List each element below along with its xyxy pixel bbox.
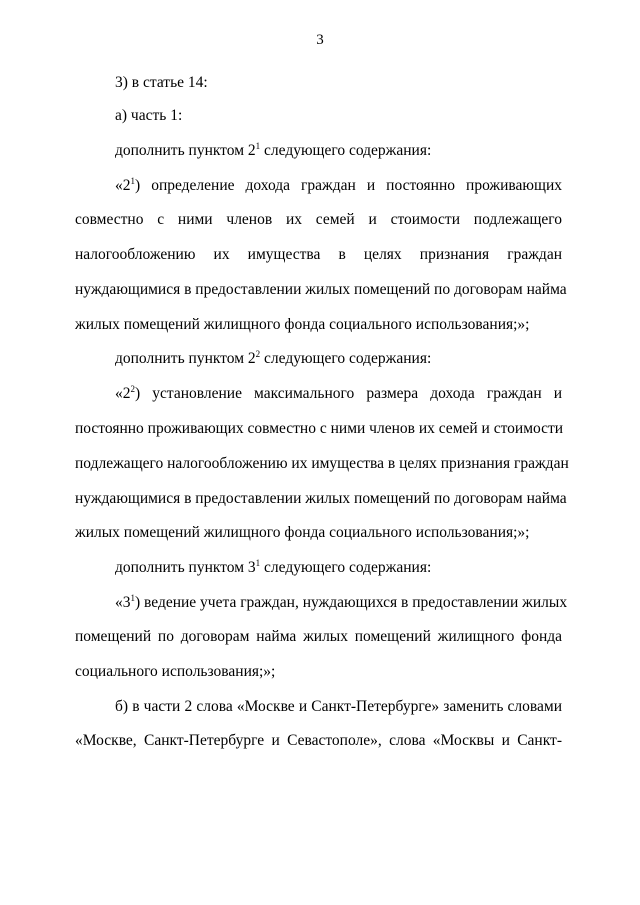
point-2-1-text-line: совместно с ними членов их семей и стоимости подлежащего (75, 211, 562, 228)
point-3-1-text-line: социального использования;»; (75, 663, 276, 680)
add-point-2-2-line: дополнить пунктом $2^2$ следующего содержания: (115, 349, 432, 367)
page-number: 3 (316, 32, 324, 48)
point-2-1-text-line: «$2^1$) определение дохода граждан и постоянно проживающих (115, 176, 562, 194)
point-3-1-text-line: помещений по договорам найма жилых помещений жилищного фонда (75, 628, 562, 645)
point-2-2-text-line: нуждающимися в предоставлении жилых помещений по договорам найма (75, 490, 567, 507)
point-2-1-text-line: нуждающимися в предоставлении жилых помещений по договорам найма (75, 281, 567, 298)
item-part-2-line: б) в части 2 слова «Москве и Санкт-Петербурге» заменить словами (115, 698, 562, 715)
add-point-2-1-line: дополнить пунктом $2^1$ следующего содержания: (115, 141, 432, 159)
point-3-1-text-line: «$3^1$) ведение учета граждан, нуждающихся в предоставлении жилых (115, 593, 568, 611)
point-2-2-text-line: подлежащего налогообложению их имущества в целях признания граждан (75, 455, 569, 472)
item-part-2-line: «Москве, Санкт-Петербурге и Севастополе», слова «Москвы и Санкт- (75, 732, 562, 749)
point-2-1-text-line: налогообложению их имущества в целях признания граждан (75, 246, 562, 263)
item-part-1: а) часть 1: (115, 107, 183, 124)
point-2-2-text-line: постоянно проживающих совместно с ними членов их семей и стоимости (75, 420, 564, 437)
item-article-14: 3) в статье 14: (115, 74, 208, 91)
point-2-1-text-line: жилых помещений жилищного фонда социального использования;»; (75, 316, 530, 333)
add-point-3-1-line: дополнить пунктом $3^1$ следующего содержания: (115, 558, 432, 576)
point-2-2-text-line: «$2^2$) установление максимального размера дохода граждан и (115, 384, 562, 402)
point-2-2-text-line: жилых помещений жилищного фонда социального использования;»; (75, 524, 530, 541)
